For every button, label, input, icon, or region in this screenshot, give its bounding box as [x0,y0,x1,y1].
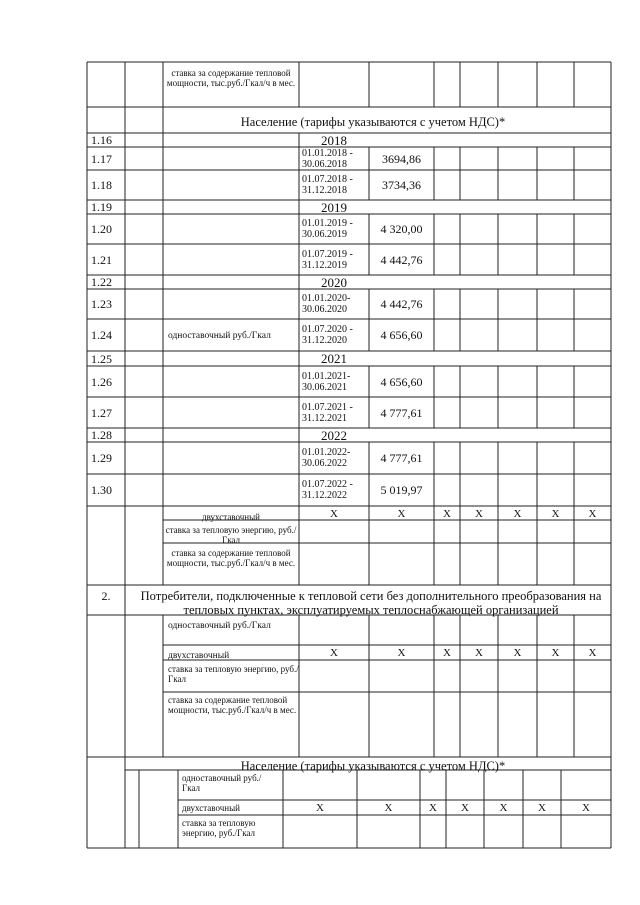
x-mark: Х [330,647,338,659]
x-mark: Х [397,647,406,659]
year-label: 2018 [321,132,347,148]
row-number: 1.20 [91,222,112,236]
period-label: 01.07.2018 - 31.12.2018 [302,174,353,196]
section-2-number: 2. [101,589,111,603]
row-number: 1.25 [91,351,112,366]
row-number: 1.30 [91,483,112,497]
population-header-2: Население (тарифы указываются с учетом НДС)* [240,759,506,773]
x-mark: Х [461,802,469,814]
period-label: 01.01.2019 - 30.06.2019 [302,218,353,240]
tariff-value: 3694,86 [382,151,421,166]
capacity-rate-label: ставка за содержание тепловой мощности, тыс.руб./Гкал/ч в мес. [166,548,296,568]
period-label: 01.01.2020- 30.06.2020 [302,293,351,315]
x-mark: Х [429,802,437,814]
x-mark: Х [384,802,393,814]
x-mark: Х [499,802,508,814]
year-label: 2019 [321,199,347,215]
tariff-value: 5 019,97 [380,483,423,497]
tariff-value: 4 656,60 [380,374,423,389]
row-number: 1.26 [91,374,112,389]
x-mark: Х [397,508,406,520]
x-mark: Х [475,647,483,659]
year-label: 2022 [321,427,347,443]
x-mark: Х [513,508,522,520]
capacity-rate-label-s2: ставка за содержание тепловой мощности, тыс.руб./Гкал/ч в мес. [168,695,297,715]
row-number: 1.22 [91,275,112,289]
period-label: 01.07.2022 - 31.12.2022 [302,479,353,501]
tariff-value: 4 777,61 [380,451,423,465]
row-number: 1.16 [91,133,112,147]
capacity-rate-label-top: ставка за содержание тепловой мощности, тыс.руб./Гкал/ч в мес. [166,68,296,88]
row-number: 1.18 [91,178,112,192]
period-label: 01.01.2018 - 30.06.2018 [302,147,353,170]
tariff-value: 3734,36 [382,178,421,192]
population-header: Население (тарифы указываются с учетом НДС)* [240,115,506,129]
one-rate-label: одноставочный руб./Гкал [168,331,271,341]
row-number: 1.19 [91,200,112,214]
x-mark: Х [551,508,560,520]
row-number: 1.23 [91,297,112,311]
x-mark: Х [316,802,324,814]
x-mark: Х [588,508,597,520]
x-mark: Х [588,647,597,659]
row-number: 1.29 [91,451,112,465]
row-number: 1.27 [91,405,112,420]
row-number: 1.17 [91,151,112,166]
one-rate-label-s2: одноставочный руб./Гкал [168,621,271,631]
period-label: 01.01.2021- 30.06.2021 [302,370,351,393]
energy-rate-label: ставка за тепловую энергию, руб./Гкал [165,525,297,545]
year-label: 2021 [321,351,347,366]
row-number: 1.24 [91,328,112,342]
x-mark: Х [582,802,590,814]
x-mark: Х [475,508,483,520]
year-label: 2020 [321,274,347,290]
bottom-one-rate-label: одноставочный руб./Гкал [182,773,262,793]
x-mark: Х [443,647,451,659]
x-mark: Х [330,508,338,520]
x-mark: Х [443,508,451,520]
tariff-value: 4 656,60 [380,328,423,342]
period-label: 01.01.2022- 30.06.2022 [302,447,351,469]
tariff-value: 4 320,00 [380,222,423,236]
energy-rate-label-s2: ставка за тепловую энергию, руб./Гкал [168,664,299,684]
x-mark: Х [551,647,560,659]
bottom-two-rate-label: двухставочный [182,803,240,813]
bottom-energy-rate-label: ставка за тепловую энергию, руб./Гкал [182,818,256,838]
period-label: 01.07.2019 - 31.12.2019 [302,248,353,271]
two-rate-label: двухставочный [202,512,260,522]
x-mark: Х [538,802,546,814]
tariff-value: 4 442,76 [380,252,423,267]
period-label: 01.07.2021 - 31.12.2021 [302,401,353,424]
section-2-title: Потребители, подключенные к тепловой сети без дополнительного преобразования на тепловых пунктах, эксплуатируемых теплоснабжающей организацией [140,589,602,617]
x-mark: Х [513,647,522,659]
two-rate-label-s2: двухставочный [168,651,230,661]
row-number: 1.28 [91,428,112,442]
row-number: 1.21 [91,252,112,267]
period-label: 01.07.2020 - 31.12.2020 [302,324,353,346]
tariff-value: 4 442,76 [380,297,423,311]
tariff-value: 4 777,61 [380,405,423,420]
